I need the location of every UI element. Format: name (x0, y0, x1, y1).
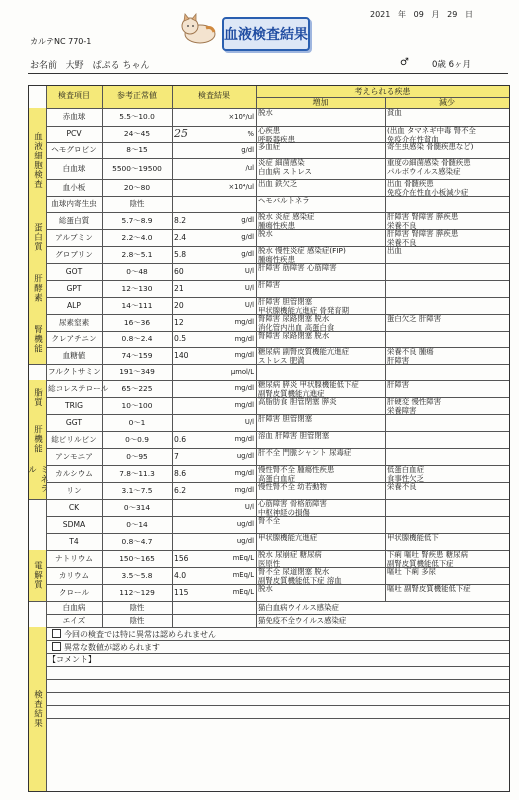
row-increase-diseases: 脱水 炎症 感染症 腫瘍性疾患 (258, 212, 315, 230)
row-unit: mg/dl (234, 469, 254, 477)
category-label: 肝機能 (32, 425, 43, 454)
row-decrease-diseases (387, 263, 507, 280)
row-decrease-diseases (387, 516, 507, 533)
category-5 (29, 414, 47, 466)
row-reference-range: 112〜129 (119, 588, 155, 597)
row-decrease-diseases: 下痢 嘔吐 腎疾患 糖尿病 副腎皮質機能低下症 (387, 550, 468, 568)
row-disease: 猫白血病ウイルス感染症 (258, 603, 339, 612)
row-result-value (174, 196, 214, 212)
row-decrease-diseases (387, 331, 507, 347)
checkbox[interactable] (52, 629, 61, 638)
row-result-value (174, 142, 214, 158)
row-item-name: フルクトサミン (48, 367, 101, 376)
row-item-name: アルブミン (55, 233, 93, 242)
row-result-value: 156 (174, 554, 189, 563)
column-divider (46, 86, 47, 627)
category-6 (26, 465, 49, 500)
row-item-name: 血糖値 (62, 351, 86, 360)
summary-label: 検査結果 (32, 690, 43, 728)
category-3 (29, 314, 47, 365)
row-result-value: 25 (174, 127, 188, 140)
row-decrease-diseases: 重度の細菌感染 骨髄疾患 パルボウイルス感染症 (387, 158, 471, 176)
row-increase-diseases: 肝障害 胆管閉塞 (258, 414, 313, 423)
row-item-name: GGT (65, 418, 83, 427)
row-increase-diseases: 糖尿病 膵炎 甲状腺機能低下症 副腎皮質機能亢進症 (258, 380, 359, 398)
row-reference-range: 0〜1 (128, 418, 146, 427)
row-item-name: PCV (66, 129, 82, 138)
category-label: 蛋白質 (32, 223, 43, 252)
row-decrease-diseases: 栄養不良 腫瘍 肝障害 (387, 347, 434, 365)
option-abnormality[interactable] (52, 642, 472, 653)
row-increase-diseases: 腎不全 尿道閉塞 脱水 副腎皮質機能低下症 溶血 (258, 567, 342, 585)
row-result-value (174, 108, 214, 126)
row-item-name: リン (66, 486, 82, 495)
row-decrease-diseases (387, 431, 507, 448)
row-result-value (174, 380, 214, 397)
row-reference-range: 0〜14 (126, 520, 148, 529)
row-reference-range: 7.8〜11.3 (119, 469, 155, 478)
row-increase-diseases: 肝障害 (258, 280, 281, 289)
row-unit: mEq/L (232, 571, 254, 579)
row-decrease-diseases: 貧血 (387, 108, 402, 117)
summary-category (29, 627, 47, 791)
row-reference-range: 5.7〜8.9 (121, 216, 153, 225)
row-item-name: TRIG (64, 401, 84, 410)
row-item-name: CK (68, 503, 80, 512)
category-0 (29, 108, 47, 213)
row-reference-range: 20〜80 (123, 183, 151, 192)
column-divider (385, 97, 386, 601)
row-unit: g/dl (241, 216, 254, 224)
row-result-value (174, 601, 214, 614)
row-unit (211, 196, 254, 212)
row-reference-range: 2.2〜4.0 (121, 233, 153, 242)
row-increase-diseases: 慢性腎不全 腫瘍性疾患 高蛋白血症 (258, 465, 335, 483)
row-unit: mg/dl (234, 435, 254, 443)
row-unit: μmol/L (230, 368, 254, 376)
row-increase-diseases: 腎不全 (258, 516, 281, 525)
row-item-name: カルシウム (55, 469, 93, 478)
row-decrease-diseases: 嘔吐 下痢 多尿 (387, 567, 437, 576)
row-decrease-diseases (387, 364, 507, 380)
row-unit: ×10⁴/ul (228, 183, 254, 191)
row-reference-range: 74〜159 (121, 351, 153, 360)
row-item-name: 白血球 (62, 164, 86, 173)
row-reference-range: 3.5〜5.8 (121, 571, 153, 580)
row-increase-diseases (258, 364, 383, 380)
row-reference-range: 16〜36 (123, 318, 151, 327)
row-result-value (174, 533, 214, 550)
col-header-result: 検査結果 (198, 91, 230, 100)
row-increase-diseases: 心筋障害 骨格筋障害 中枢神経の損傷 (258, 499, 327, 517)
row-increase-diseases: 肝障害 胆管閉塞 甲状腺機能亢進症 骨発育期 (258, 297, 350, 315)
row-reference-range: 5.5〜10.0 (119, 112, 155, 121)
row-item-name: GPT (66, 284, 82, 293)
exam-date: 2021 年 09 月 29 日 (370, 10, 473, 19)
row-unit: mg/dl (234, 318, 254, 326)
row-result-value: 5.8 (174, 250, 187, 259)
col-header-ref: 参考正常値 (117, 91, 157, 100)
row-divider (46, 692, 509, 693)
row-reference-range: 0〜0.9 (125, 435, 149, 444)
row-reference-range: 5500〜19500 (112, 164, 162, 173)
row-item-name: T4 (69, 537, 79, 546)
row-reference-range: 150〜165 (119, 554, 155, 563)
row-divider (46, 666, 509, 667)
row-result-value: 0.5 (174, 334, 187, 343)
row-item-name: 血小板 (62, 183, 86, 192)
category-label: 脂質 (32, 387, 43, 407)
option-no-abnormality[interactable] (52, 629, 472, 640)
col-header-disease: 考えられる疾患 (354, 87, 411, 96)
row-increase-diseases: 甲状腺機能亢進症 (258, 533, 318, 542)
row-increase-diseases: 脱水 (258, 108, 273, 117)
row-item-name: クロール (58, 588, 90, 597)
row-result-value: 115 (174, 588, 189, 597)
option-text: 今回の検査では特に異常は認められません (64, 630, 216, 639)
row-item-name: ALP (66, 301, 81, 310)
row-item-name: SDMA (62, 520, 86, 529)
row-decrease-diseases: 甲状腺機能低下 (387, 533, 439, 542)
row-increase-diseases: 腎障害 尿路閉塞 脱水 消化管内出血 高蛋白食 (258, 314, 335, 332)
row-result-value (174, 614, 214, 627)
row-divider (46, 679, 509, 680)
row-item-name: カリウム (58, 571, 90, 580)
category-7 (29, 550, 47, 602)
row-decrease-diseases: 出血 骨髄疾患 免疫介在性血小板減少症 (387, 179, 469, 197)
row-result-value: 8.2 (174, 216, 187, 225)
row-increase-diseases: ヘモバルトネラ (258, 196, 310, 205)
cat-icon (178, 6, 218, 46)
row-decrease-diseases: 肝硬変 慢性障害 栄養障害 (387, 397, 442, 415)
row-unit: U/l (244, 418, 254, 426)
row-increase-diseases: 肝不全 門脈シャント 尿毒症 (258, 448, 352, 457)
row-reference-range: 65〜225 (121, 384, 153, 393)
row-item-name: 赤血球 (62, 112, 86, 121)
row-increase-diseases: 多血症 (258, 142, 281, 151)
row-unit: U/l (244, 301, 254, 309)
category-label: 腎機能 (32, 324, 43, 354)
row-decrease-diseases: (出血 タマネギ中毒 腎不全 免疫介在性貧血 (387, 126, 476, 144)
row-increase-diseases: 糖尿病 副腎皮質機能亢進症 ストレス 肥満 (258, 347, 350, 365)
row-decrease-diseases: 肝障害 腎障害 膵疾患 栄養不良 (387, 229, 459, 247)
row-reference-range: 2.8〜5.1 (121, 250, 153, 259)
row-item-name: エイズ (62, 616, 86, 625)
row-unit: U/l (244, 284, 254, 292)
row-decrease-diseases (387, 297, 507, 314)
row-unit: g/dl (241, 233, 254, 241)
row-divider (46, 627, 509, 628)
row-unit: ug/dl (236, 452, 254, 460)
row-reference-range: 0〜314 (123, 503, 151, 512)
row-unit: ×10⁶/ul (228, 113, 254, 121)
row-unit (211, 601, 254, 614)
row-result-value: 6.2 (174, 486, 187, 495)
row-result-value (174, 397, 214, 414)
row-unit: ug/dl (236, 520, 254, 528)
patient-age: 0歳 6ヶ月 (432, 60, 472, 70)
chart-number: カルテNC 770-1 (30, 37, 92, 46)
row-reference-range: 191〜349 (119, 367, 155, 376)
row-unit: /ul (245, 164, 254, 172)
row-unit (211, 614, 254, 627)
row-unit: mg/dl (234, 335, 254, 343)
row-item-name: 尿素窒素 (58, 318, 90, 327)
row-item-name: 総蛋白質 (58, 216, 90, 225)
row-result-value: 0.6 (174, 435, 187, 444)
row-result-value (174, 516, 214, 533)
row-decrease-diseases: 蛋白欠乏 肝障害 (387, 314, 442, 323)
row-reference-range: 12〜130 (121, 284, 153, 293)
row-increase-diseases: 慢性腎不全 幼若動物 (258, 482, 327, 491)
row-item-name: 血球内寄生虫 (51, 199, 97, 208)
category-label: 血液細胞検査 (32, 131, 43, 189)
category-1 (29, 212, 47, 264)
row-item-name: 白血病 (62, 603, 86, 612)
column-divider (102, 86, 103, 627)
row-decrease-diseases: 栄養不良 (387, 482, 417, 491)
row-decrease-diseases: 肝障害 (387, 380, 410, 389)
row-divider (46, 705, 509, 706)
row-result-value (174, 179, 214, 196)
name-underline (28, 73, 508, 74)
row-increase-diseases: 脱水 尿崩症 糖尿病 医原性 (258, 550, 322, 568)
row-increase-diseases: 肝障害 筋障害 心筋障害 (258, 263, 337, 272)
row-unit: g/dl (241, 146, 254, 154)
col-header-increase: 増加 (312, 98, 329, 107)
category-2 (29, 263, 47, 315)
row-decrease-diseases (387, 196, 507, 212)
row-item-name: 総コレステロール (48, 384, 109, 393)
row-result-value: 21 (174, 284, 184, 293)
row-decrease-diseases: 低蛋白血症 食事性欠乏 (387, 465, 424, 483)
row-result-value: 7 (174, 452, 179, 461)
row-unit: g/dl (241, 250, 254, 258)
row-increase-diseases: 心疾患 呼吸器疾患 (258, 126, 295, 144)
option-text: 異常な数値が認められます (64, 643, 160, 652)
row-result-value (174, 158, 214, 179)
page-title: 血液検査結果 (222, 17, 310, 51)
col-header-decrease: 減少 (439, 98, 455, 107)
row-increase-diseases: 出血 鉄欠乏 (258, 179, 298, 188)
checkbox[interactable] (52, 642, 61, 651)
row-unit: mg/dl (234, 351, 254, 359)
row-reference-range: 0〜95 (126, 452, 148, 461)
row-decrease-diseases: 出血 (387, 246, 402, 255)
category-label: 肝酵素 (32, 274, 43, 303)
results-table (28, 85, 510, 792)
row-unit: mEq/L (232, 588, 254, 596)
row-item-name: GOT (65, 267, 83, 276)
row-result-value: 20 (174, 301, 184, 310)
row-reference-range: 24〜45 (123, 129, 151, 138)
row-reference-range: 3.1〜7.5 (121, 486, 153, 495)
row-result-value (174, 499, 214, 516)
row-result-value: 60 (174, 267, 184, 276)
row-increase-diseases: 脱水 (258, 584, 273, 593)
comment-label: 【コメント】 (48, 655, 96, 664)
row-divider (46, 640, 509, 641)
row-increase-diseases: 溶血 肝障害 胆管閉塞 (258, 431, 330, 440)
row-decrease-diseases (387, 280, 507, 297)
row-divider (46, 718, 509, 719)
row-decrease-diseases (387, 448, 507, 465)
row-unit: % (247, 130, 254, 138)
row-reference-range: 陰性 (129, 603, 145, 612)
row-reference-range: 陰性 (129, 199, 145, 208)
column-divider (256, 86, 257, 627)
row-decrease-diseases (387, 414, 507, 431)
row-unit: mg/dl (234, 384, 254, 392)
sex-symbol: ♂ (400, 57, 409, 68)
row-decrease-diseases: 肝障害 腎障害 膵疾患 栄養不良 (387, 212, 459, 230)
row-result-value (174, 414, 214, 431)
row-result-value: 2.4 (174, 233, 187, 242)
row-increase-diseases: 脱水 慢性炎症 感染症(FIP) 腫瘍性疾患 (258, 246, 346, 264)
row-increase-diseases: 腎障害 尿路閉塞 脱水 (258, 331, 330, 340)
col-header-item: 検査項目 (58, 91, 90, 100)
row-item-name: クレアチニン (51, 334, 97, 343)
row-unit: mEq/L (232, 554, 254, 562)
category-label: ミネラル (26, 465, 49, 494)
row-item-name: アンモニア (55, 452, 93, 461)
row-result-value: 8.6 (174, 469, 187, 478)
row-item-name: 総ビリルビン (51, 435, 97, 444)
row-decrease-diseases: 嘔吐 副腎皮質機能低下症 (387, 584, 471, 593)
row-item-name: ヘモグロビン (51, 145, 97, 154)
row-reference-range: 0.8〜4.7 (121, 537, 153, 546)
row-disease: 猫免疫不全ウイルス感染症 (258, 616, 347, 625)
patient-name: お名前 大野 ぱぷる ちゃん (30, 61, 150, 71)
row-increase-diseases: 炎症 細菌感染 白血病 ストレス (258, 158, 312, 176)
row-reference-range: 8〜15 (126, 145, 148, 154)
column-divider (172, 86, 173, 627)
row-decrease-diseases: 寄生虫感染 骨髄疾患など) (387, 142, 474, 151)
row-increase-diseases: 高脂肪食 胆管閉塞 膵炎 (258, 397, 337, 406)
row-reference-range: 陰性 (129, 616, 145, 625)
category-4 (29, 380, 47, 415)
row-result-value (174, 364, 214, 380)
row-result-value: 4.0 (174, 571, 187, 580)
row-divider (256, 97, 509, 98)
category-label: 電解質 (32, 561, 43, 590)
row-reference-range: 0.8〜2.4 (121, 334, 153, 343)
row-unit: U/l (244, 267, 254, 275)
row-increase-diseases: 脱水 (258, 229, 273, 238)
row-reference-range: 10〜100 (121, 401, 153, 410)
row-decrease-diseases (387, 499, 507, 516)
row-item-name: グロブリン (55, 250, 93, 259)
row-reference-range: 0〜48 (126, 267, 148, 276)
row-unit: U/l (244, 503, 254, 511)
row-item-name: ナトリウム (55, 554, 93, 563)
row-reference-range: 14〜111 (121, 301, 153, 310)
row-unit: mg/dl (234, 486, 254, 494)
row-unit: mg/dl (234, 401, 254, 409)
row-unit: ug/dl (236, 537, 254, 545)
row-result-value: 12 (174, 318, 184, 327)
row-result-value: 140 (174, 351, 189, 360)
